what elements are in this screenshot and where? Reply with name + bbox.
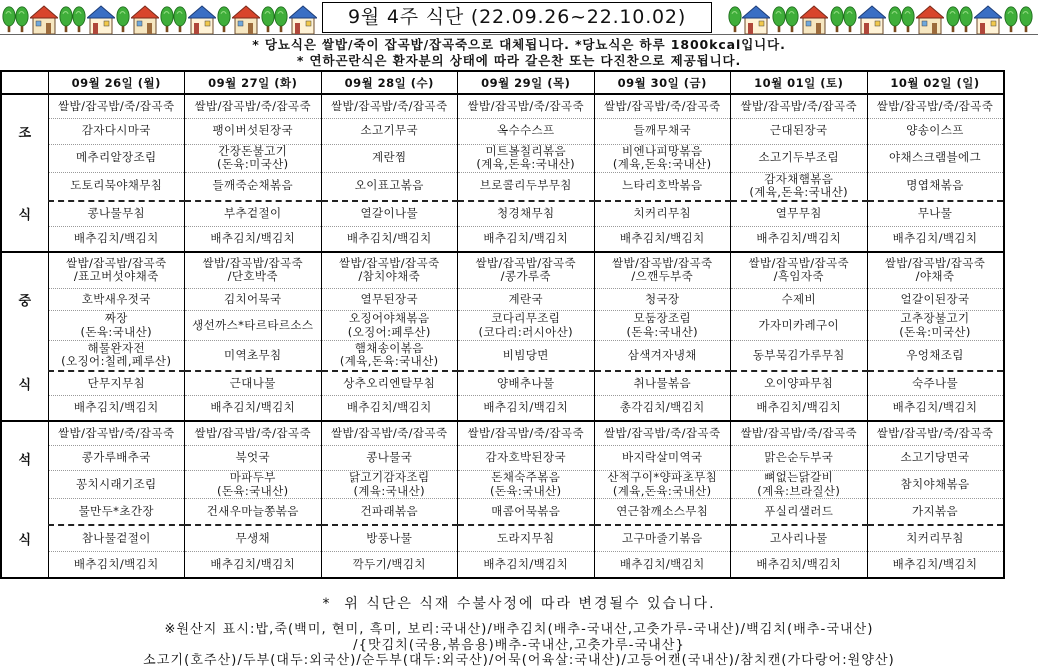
tree-icon — [3, 7, 15, 32]
menu-item: 배추김치/백김치 — [458, 396, 595, 421]
menu-item: 배추김치/백김치 — [321, 396, 458, 421]
dinner-row — [1, 525, 1004, 552]
day-header: 09월 26일 (월) — [48, 71, 185, 94]
menu-item: 들깨죽순채볶음 — [185, 172, 322, 201]
menu-item: 얼갈이된장국 — [867, 289, 1004, 311]
tree-icon — [947, 7, 959, 32]
menu-item: 근대나물 — [185, 371, 322, 396]
menu-item: 쌀밥/잡곡밥/죽/잡곡죽 — [185, 421, 322, 446]
breakfast-row — [1, 172, 1004, 201]
menu-item: 참치야채볶음 — [867, 471, 1004, 499]
menu-item: 쌀밥/잡곡밥/죽/잡곡죽 — [321, 421, 458, 446]
change-notice: * 위 식단은 식재 수불사정에 따라 변경될수 있습니다. — [322, 596, 716, 612]
menu-item: 배추김치/백김치 — [48, 552, 185, 578]
breakfast-row — [1, 118, 1004, 144]
menu-item: 야채스크램블에그 — [867, 144, 1004, 172]
day-header-row — [1, 71, 1004, 94]
menu-item: 닭고기감자조림 (계육:국내산) — [321, 471, 458, 499]
menu-item: 쌀밥/잡곡밥/죽/잡곡죽 — [594, 421, 731, 446]
lunch-row — [1, 371, 1004, 396]
menu-item: 고구마줄기볶음 — [594, 525, 731, 552]
meal-label-spacer — [1, 341, 48, 371]
menu-item: 산적구이*양파초무침 (계육,돈육:국내산) — [594, 471, 731, 499]
menu-item: 김치어묵국 — [185, 289, 322, 311]
meal-label-spacer — [1, 471, 48, 499]
menu-item: 무생채 — [185, 525, 322, 552]
lunch-row — [1, 311, 1004, 341]
menu-item: 쌀밥/잡곡밥/잡곡죽 /야채죽 — [867, 252, 1004, 289]
tree-icon — [161, 7, 173, 32]
meal-label-spacer — [1, 252, 48, 289]
menu-item: 감자호박된장국 — [458, 446, 595, 471]
menu-item: 짜장 (돈육:국내산) — [48, 311, 185, 341]
tree-icon — [73, 7, 85, 32]
menu-item: 배추김치/백김치 — [594, 227, 731, 252]
menu-item: 쌀밥/잡곡밥/잡곡죽 /단호박죽 — [185, 252, 322, 289]
menu-item: 부추겉절이 — [185, 201, 322, 227]
menu-item: 단무지무침 — [48, 371, 185, 396]
menu-item: 감자채햄볶음 (계육,돈육:국내산) — [731, 172, 868, 201]
day-header: 09월 30일 (금) — [594, 71, 731, 94]
meal-label-spacer — [1, 396, 48, 421]
menu-item: 브로콜리두부무침 — [458, 172, 595, 201]
menu-item: 생선까스*타르타르소스 — [185, 311, 322, 341]
meal-label-spacer — [1, 144, 48, 172]
menu-item: 배추김치/백김치 — [867, 552, 1004, 578]
menu-item: 옥수수스프 — [458, 118, 595, 144]
breakfast-row — [1, 94, 1004, 118]
tree-icon — [1020, 7, 1032, 32]
menu-item: 오징어야채볶음 (오징어:페루산) — [321, 311, 458, 341]
tree-icon — [262, 7, 274, 32]
origin-line: 소고기(호주산)/두부(대두:외국산)/순두부(대두:외국산)/어묵(어육살:국내산)/고등어캔(국내산)/참치캔(가다랑어:원양산) — [143, 653, 895, 668]
menu-item: 계란찜 — [321, 144, 458, 172]
menu-item: 팽이버섯된장국 — [185, 118, 322, 144]
menu-item: 쌀밥/잡곡밥/잡곡죽 /흑임자죽 — [731, 252, 868, 289]
menu-item: 비빔당면 — [458, 341, 595, 371]
menu-item: 쌀밥/잡곡밥/죽/잡곡죽 — [185, 94, 322, 118]
house-icon — [974, 6, 1002, 34]
menu-item: 쌀밥/잡곡밥/죽/잡곡죽 — [321, 94, 458, 118]
menu-item: 총각김치/백김치 — [594, 396, 731, 421]
menu-item: 취나물볶음 — [594, 371, 731, 396]
menu-item: 모둠장조림 (돈육:국내산) — [594, 311, 731, 341]
menu-item: 쌀밥/잡곡밥/죽/잡곡죽 — [48, 421, 185, 446]
breakfast-row — [1, 227, 1004, 252]
menu-table — [0, 70, 1005, 579]
menu-item: 매콤어묵볶음 — [458, 499, 595, 525]
menu-item: 쌀밥/잡곡밥/잡곡죽 /으깬두부죽 — [594, 252, 731, 289]
menu-item: 소고기무국 — [321, 118, 458, 144]
menu-item: 도라지무침 — [458, 525, 595, 552]
dinner-row — [1, 421, 1004, 446]
menu-item: 쌀밥/잡곡밥/잡곡죽 /참치야채죽 — [321, 252, 458, 289]
menu-item: 쌀밥/잡곡밥/죽/잡곡죽 — [594, 94, 731, 118]
meal-label-spacer — [1, 311, 48, 341]
tree-icon — [786, 7, 798, 32]
menu-item: 배추김치/백김치 — [867, 396, 1004, 421]
menu-item: 배추김치/백김치 — [185, 552, 322, 578]
menu-item: 치커리무침 — [867, 525, 1004, 552]
menu-item: 열갈이나물 — [321, 201, 458, 227]
menu-item: 배추김치/백김치 — [594, 552, 731, 578]
menu-item: 푸실리샐러드 — [731, 499, 868, 525]
menu-item: 청국장 — [594, 289, 731, 311]
menu-item: 들깨무채국 — [594, 118, 731, 144]
meal-label-spacer — [1, 499, 48, 525]
menu-item: 맑은순두부국 — [731, 446, 868, 471]
tree-icon — [831, 7, 843, 32]
origin-line: ※원산지 표시:밥,죽(백미, 현미, 흑미, 보리:국내산)/배추김치(배추-국내산,고춧가루-국내산)/백김치(배추-국내산) — [164, 622, 874, 637]
house-icon — [30, 6, 58, 34]
menu-item: 해물완자전 (오징어:칠레,페루산) — [48, 341, 185, 371]
menu-item: 콩가루배추국 — [48, 446, 185, 471]
menu-item: 뼈없는닭갈비 (계육:브라질산) — [731, 471, 868, 499]
day-header: 09월 28일 (수) — [321, 71, 458, 94]
menu-item: 우엉채조림 — [867, 341, 1004, 371]
menu-item: 꽁치시래기조림 — [48, 471, 185, 499]
tree-icon — [60, 7, 72, 32]
tree-icon — [1005, 7, 1017, 32]
menu-item: 가지볶음 — [867, 499, 1004, 525]
menu-item: 북엇국 — [185, 446, 322, 471]
menu-item: 쌀밥/잡곡밥/죽/잡곡죽 — [867, 421, 1004, 446]
menu-item: 메추리알장조림 — [48, 144, 185, 172]
menu-item: 고추장불고기 (돈육:미국산) — [867, 311, 1004, 341]
menu-body — [1, 94, 1004, 578]
meal-label-bottom: 식 — [1, 201, 48, 227]
menu-item: 참나물겉절이 — [48, 525, 185, 552]
house-icon — [232, 6, 260, 34]
menu-item: 건파래볶음 — [321, 499, 458, 525]
meal-label-spacer — [1, 94, 48, 118]
house-icon — [742, 6, 770, 34]
menu-item: 도토리묵야채무침 — [48, 172, 185, 201]
tree-icon — [844, 7, 856, 32]
menu-item: 미역초무침 — [185, 341, 322, 371]
menu-item: 쌀밥/잡곡밥/죽/잡곡죽 — [867, 94, 1004, 118]
menu-item: 소고기당면국 — [867, 446, 1004, 471]
tree-icon — [729, 7, 741, 32]
menu-item: 미트볼칠리볶음 (계육,돈육:국내산) — [458, 144, 595, 172]
meal-label-top: 조 — [1, 118, 48, 144]
meal-label-spacer — [1, 172, 48, 201]
tree-icon — [275, 7, 287, 32]
menu-item: 배추김치/백김치 — [48, 396, 185, 421]
menu-item: 계란국 — [458, 289, 595, 311]
menu-item: 고사리나물 — [731, 525, 868, 552]
menu-item: 감자다시마국 — [48, 118, 185, 144]
menu-item: 방풍나물 — [321, 525, 458, 552]
dinner-row — [1, 499, 1004, 525]
tree-icon — [902, 7, 914, 32]
menu-item: 물만두*초간장 — [48, 499, 185, 525]
lunch-row — [1, 252, 1004, 289]
menu-item: 양배추나물 — [458, 371, 595, 396]
menu-item: 배추김치/백김치 — [185, 396, 322, 421]
day-header: 10월 02일 (일) — [867, 71, 1004, 94]
menu-item: 양송이스프 — [867, 118, 1004, 144]
menu-item: 근대된장국 — [731, 118, 868, 144]
menu-item: 오이표고볶음 — [321, 172, 458, 201]
tree-icon — [117, 7, 129, 32]
menu-item: 쌀밥/잡곡밥/잡곡죽 /표고버섯야채죽 — [48, 252, 185, 289]
lunch-row — [1, 396, 1004, 421]
menu-item: 가자미카레구이 — [731, 311, 868, 341]
menu-item: 소고기두부조림 — [731, 144, 868, 172]
day-header: 09월 29일 (목) — [458, 71, 595, 94]
menu-item: 배추김치/백김치 — [731, 227, 868, 252]
menu-item: 열무무침 — [731, 201, 868, 227]
note-dysphagia: * 연하곤란식은 환자분의 상태에 따라 갈은찬 또는 다진찬으로 제공됩니다. — [296, 53, 742, 68]
breakfast-row — [1, 201, 1004, 227]
menu-item: 느타리호박볶음 — [594, 172, 731, 201]
meal-label-bottom: 식 — [1, 525, 48, 552]
house-icon — [87, 6, 115, 34]
menu-item: 호박새우젓국 — [48, 289, 185, 311]
day-header: 09월 27일 (화) — [185, 71, 322, 94]
menu-item: 청경채무침 — [458, 201, 595, 227]
menu-item: 치커리무침 — [594, 201, 731, 227]
menu-item: 쌀밥/잡곡밥/잡곡죽 /콩가루죽 — [458, 252, 595, 289]
menu-item: 간장돈불고기 (돈육:미국산) — [185, 144, 322, 172]
menu-item: 건새우마늘쫑볶음 — [185, 499, 322, 525]
notes — [0, 37, 1038, 69]
meal-label-bottom: 식 — [1, 371, 48, 396]
tree-icon — [174, 7, 186, 32]
corner-cell — [1, 71, 48, 94]
menu-item: 바지락살미역국 — [594, 446, 731, 471]
menu-item: 깍두기/백김치 — [321, 552, 458, 578]
menu-item: 쌀밥/잡곡밥/죽/잡곡죽 — [731, 94, 868, 118]
menu-item: 햄채송이볶음 (계육,돈육:국내산) — [321, 341, 458, 371]
menu-item: 돈채숙주볶음 (돈육:국내산) — [458, 471, 595, 499]
house-icon — [131, 6, 159, 34]
house-icon — [800, 6, 828, 34]
lunch-row — [1, 341, 1004, 371]
decoration-right — [722, 0, 1038, 35]
menu-item: 배추김치/백김치 — [731, 552, 868, 578]
tree-icon — [218, 7, 230, 32]
tree-icon — [773, 7, 785, 32]
header-divider — [0, 34, 1038, 35]
menu-item: 연근참깨소스무침 — [594, 499, 731, 525]
menu-item: 수제비 — [731, 289, 868, 311]
house-icon — [188, 6, 216, 34]
menu-item: 쌀밥/잡곡밥/죽/잡곡죽 — [48, 94, 185, 118]
meal-label-top: 석 — [1, 446, 48, 471]
menu-item: 동부묵김가루무침 — [731, 341, 868, 371]
menu-item: 배추김치/백김치 — [185, 227, 322, 252]
house-icon — [289, 6, 317, 34]
menu-item: 삼색겨자냉채 — [594, 341, 731, 371]
menu-item: 상추오리엔탈무침 — [321, 371, 458, 396]
page-title: 9월 4주 식단 (22.09.26~22.10.02) — [322, 2, 712, 33]
tree-icon — [16, 7, 28, 32]
meal-label-spacer — [1, 227, 48, 252]
meal-label-top: 중 — [1, 289, 48, 311]
menu-item: 마파두부 (돈육:국내산) — [185, 471, 322, 499]
house-icon — [916, 6, 944, 34]
menu-item: 쌀밥/잡곡밥/죽/잡곡죽 — [458, 94, 595, 118]
menu-item: 배추김치/백김치 — [458, 227, 595, 252]
decoration-left — [0, 0, 318, 35]
note-diabetes: * 당뇨식은 쌀밥/죽이 잡곡밥/잡곡죽으로 대체됩니다. *당뇨식은 하루 1800kcal입니다. — [252, 37, 786, 52]
menu-item: 배추김치/백김치 — [321, 227, 458, 252]
breakfast-row — [1, 144, 1004, 172]
menu-item: 배추김치/백김치 — [731, 396, 868, 421]
origin-line: /{맛김치(국용,볶음용)배추-국내산,고춧가루-국내산} — [353, 637, 685, 653]
menu-item: 열무된장국 — [321, 289, 458, 311]
menu-item: 배추김치/백김치 — [48, 227, 185, 252]
menu-item: 오이양파무침 — [731, 371, 868, 396]
menu-item: 쌀밥/잡곡밥/죽/잡곡죽 — [731, 421, 868, 446]
menu-item: 콩나물무침 — [48, 201, 185, 227]
meal-label-spacer — [1, 421, 48, 446]
menu-item: 배추김치/백김치 — [867, 227, 1004, 252]
menu-item: 코다리무조림 (코다리:러시아산) — [458, 311, 595, 341]
menu-item: 배추김치/백김치 — [458, 552, 595, 578]
origin-info — [0, 622, 1038, 669]
dinner-row — [1, 552, 1004, 578]
menu-item: 숙주나물 — [867, 371, 1004, 396]
dinner-row — [1, 446, 1004, 471]
menu-item: 쌀밥/잡곡밥/죽/잡곡죽 — [458, 421, 595, 446]
dinner-row — [1, 471, 1004, 499]
menu-item: 비엔나피망볶음 (계육,돈육:국내산) — [594, 144, 731, 172]
header — [0, 0, 1038, 36]
lunch-row — [1, 289, 1004, 311]
tree-icon — [889, 7, 901, 32]
day-header: 10월 01일 (토) — [731, 71, 868, 94]
menu-item: 무나물 — [867, 201, 1004, 227]
house-icon — [858, 6, 886, 34]
menu-item: 명엽채볶음 — [867, 172, 1004, 201]
meal-label-spacer — [1, 552, 48, 578]
tree-icon — [960, 7, 972, 32]
menu-item: 콩나물국 — [321, 446, 458, 471]
